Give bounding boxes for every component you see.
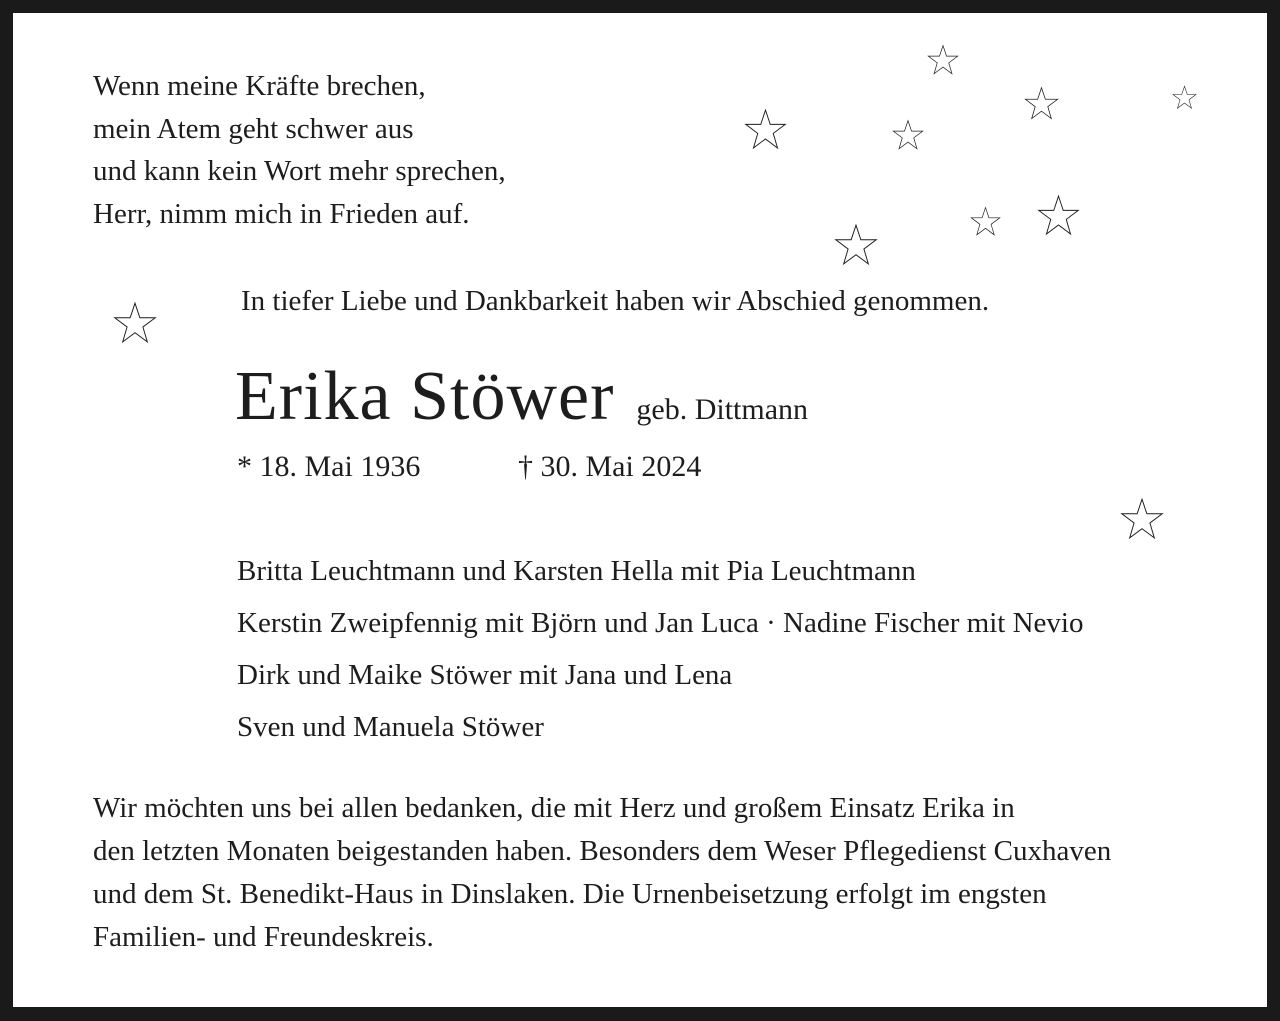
intro-text: In tiefer Liebe und Dankbarkeit haben wir Abschied genommen. <box>241 285 990 317</box>
star-icon <box>970 206 1001 237</box>
thanks-line: Familien- und Freundeskreis. <box>93 921 434 953</box>
star-icon <box>834 223 878 267</box>
star-icon <box>113 301 157 345</box>
death-date: † 30. Mai 2024 <box>518 450 702 483</box>
poem-line: Herr, nimm mich in Frieden auf. <box>93 197 470 230</box>
star-icon <box>1120 497 1164 541</box>
birth-date: * 18. Mai 1936 <box>237 450 421 483</box>
star-icon <box>744 108 787 151</box>
thanks-line: und dem St. Benedikt-Haus in Dinslaken. Die Urnenbeisetzung erfolgt im engsten <box>93 878 1047 910</box>
mourner-line: Kerstin Zweipfennig mit Björn und Jan Luca · Nadine Fischer mit Nevio <box>237 607 1084 639</box>
thanks-text <box>93 787 1111 959</box>
poem-line: Wenn meine Kräfte brechen, <box>93 70 426 102</box>
maiden-name: geb. Dittmann <box>636 393 809 426</box>
star-icon <box>1037 194 1080 237</box>
deceased-name: Erika Stöwer <box>235 358 615 435</box>
obituary-notice <box>13 13 1267 1007</box>
star-icon <box>927 44 959 76</box>
star-icon <box>892 119 924 151</box>
poem <box>93 65 506 235</box>
deceased-name-line <box>235 357 808 437</box>
thanks-line: den letzten Monaten beigestanden haben. Besonders dem Weser Pflegedienst Cuxhaven <box>93 835 1112 867</box>
poem-line: mein Atem geht schwer aus <box>93 112 414 145</box>
star-icon <box>1024 86 1059 121</box>
mourner-line: Britta Leuchtmann und Karsten Hella mit Pia Leuchtmann <box>237 555 916 587</box>
mourners-list <box>237 545 1083 753</box>
poem-line: und kann kein Wort mehr sprechen, <box>93 155 506 187</box>
thanks-line: Wir möchten uns bei allen bedanken, die mit Herz und großem Einsatz Erika in <box>93 792 1015 824</box>
mourner-line: Sven und Manuela Stöwer <box>237 711 544 743</box>
star-icon <box>1172 85 1197 110</box>
mourner-line: Dirk und Maike Stöwer mit Jana und Lena <box>237 659 733 691</box>
